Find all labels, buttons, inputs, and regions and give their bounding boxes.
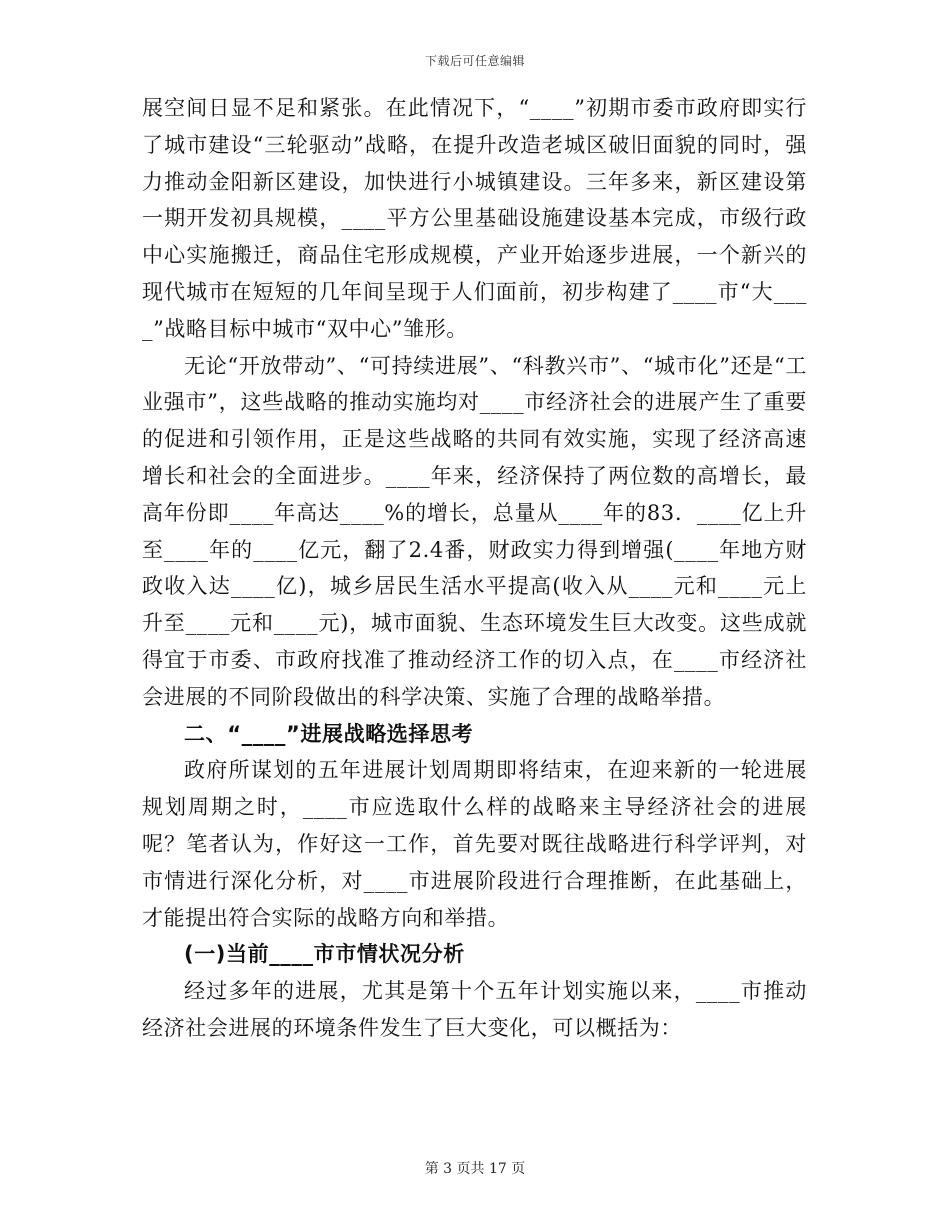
subsection-heading-1: (一)当前____市市情状况分析 [184,942,465,967]
paragraph-2: 无论“开放带动”、“可持续进展”、“科教兴市”、“城市化”还是“工业强市”，这些战略的推动实施均对____市经济社会的进展产生了重要的促进和引领作用，正是这些战略的共同有效实施，实现了经济高速增长和社会的全面进步。____年来，经济保持了两位数的高增长，最高年份即____年高达____%的增长，总量从____年的83．____亿上升至____年的____亿元，翻了2.4番，财政实力得到增强(____年地方财政收入达____亿)，城乡居民生活水平提高(收入从____元和____元上升至____元和____元)，城市面貌、生态环境发生巨大改变。这些成就得宜于市委、市政府找准了推动经济工作的切入点，在____市经济社会进展的不同阶段做出的科学决策、实施了合理的战略举措。 [142,353,807,709]
paragraph-3: 政府所谋划的五年进展计划周期即将结束，在迎来新的一轮进展规划周期之时，____市应选取什么样的战略来主导经济社会的进展呢？笔者认为，作好这一工作，首先要对既往战略进行科学评判，对市情进行深化分析，对____市进展阶段进行合理推断，在此基础上，才能提出符合实际的战略方向和举措。 [142,758,807,930]
page-footer: 第 3 页共 17 页 [424,1161,526,1177]
page-header: 下载后可任意编辑 [424,54,525,68]
section-heading-2: 二、“____”进展战略选择思考 [184,721,474,746]
paragraph-4: 经过多年的进展，尤其是第十个五年计划实施以来，____市推动经济社会进展的环境条件发生了巨大变化，可以概括为： [142,979,807,1040]
document-body [142,90,807,1047]
paragraph-1: 展空间日显不足和紧张。在此情况下，“____”初期市委市政府即实行了城市建设“三轮驱动”战略，在提升改造老城区破旧面貌的同时，强力推动金阳新区建设，加快进行小城镇建设。三年多来，新区建设第一期开发初具规模，____平方公里基础设施建设基本完成，市级行政中心实施搬迁，商品住宅形成规模，产业开始逐步进展，一个新兴的现代城市在短短的几年间呈现于人们面前，初步构建了____市“大____”战略目标中城市“双中心”雏形。 [142,96,807,341]
